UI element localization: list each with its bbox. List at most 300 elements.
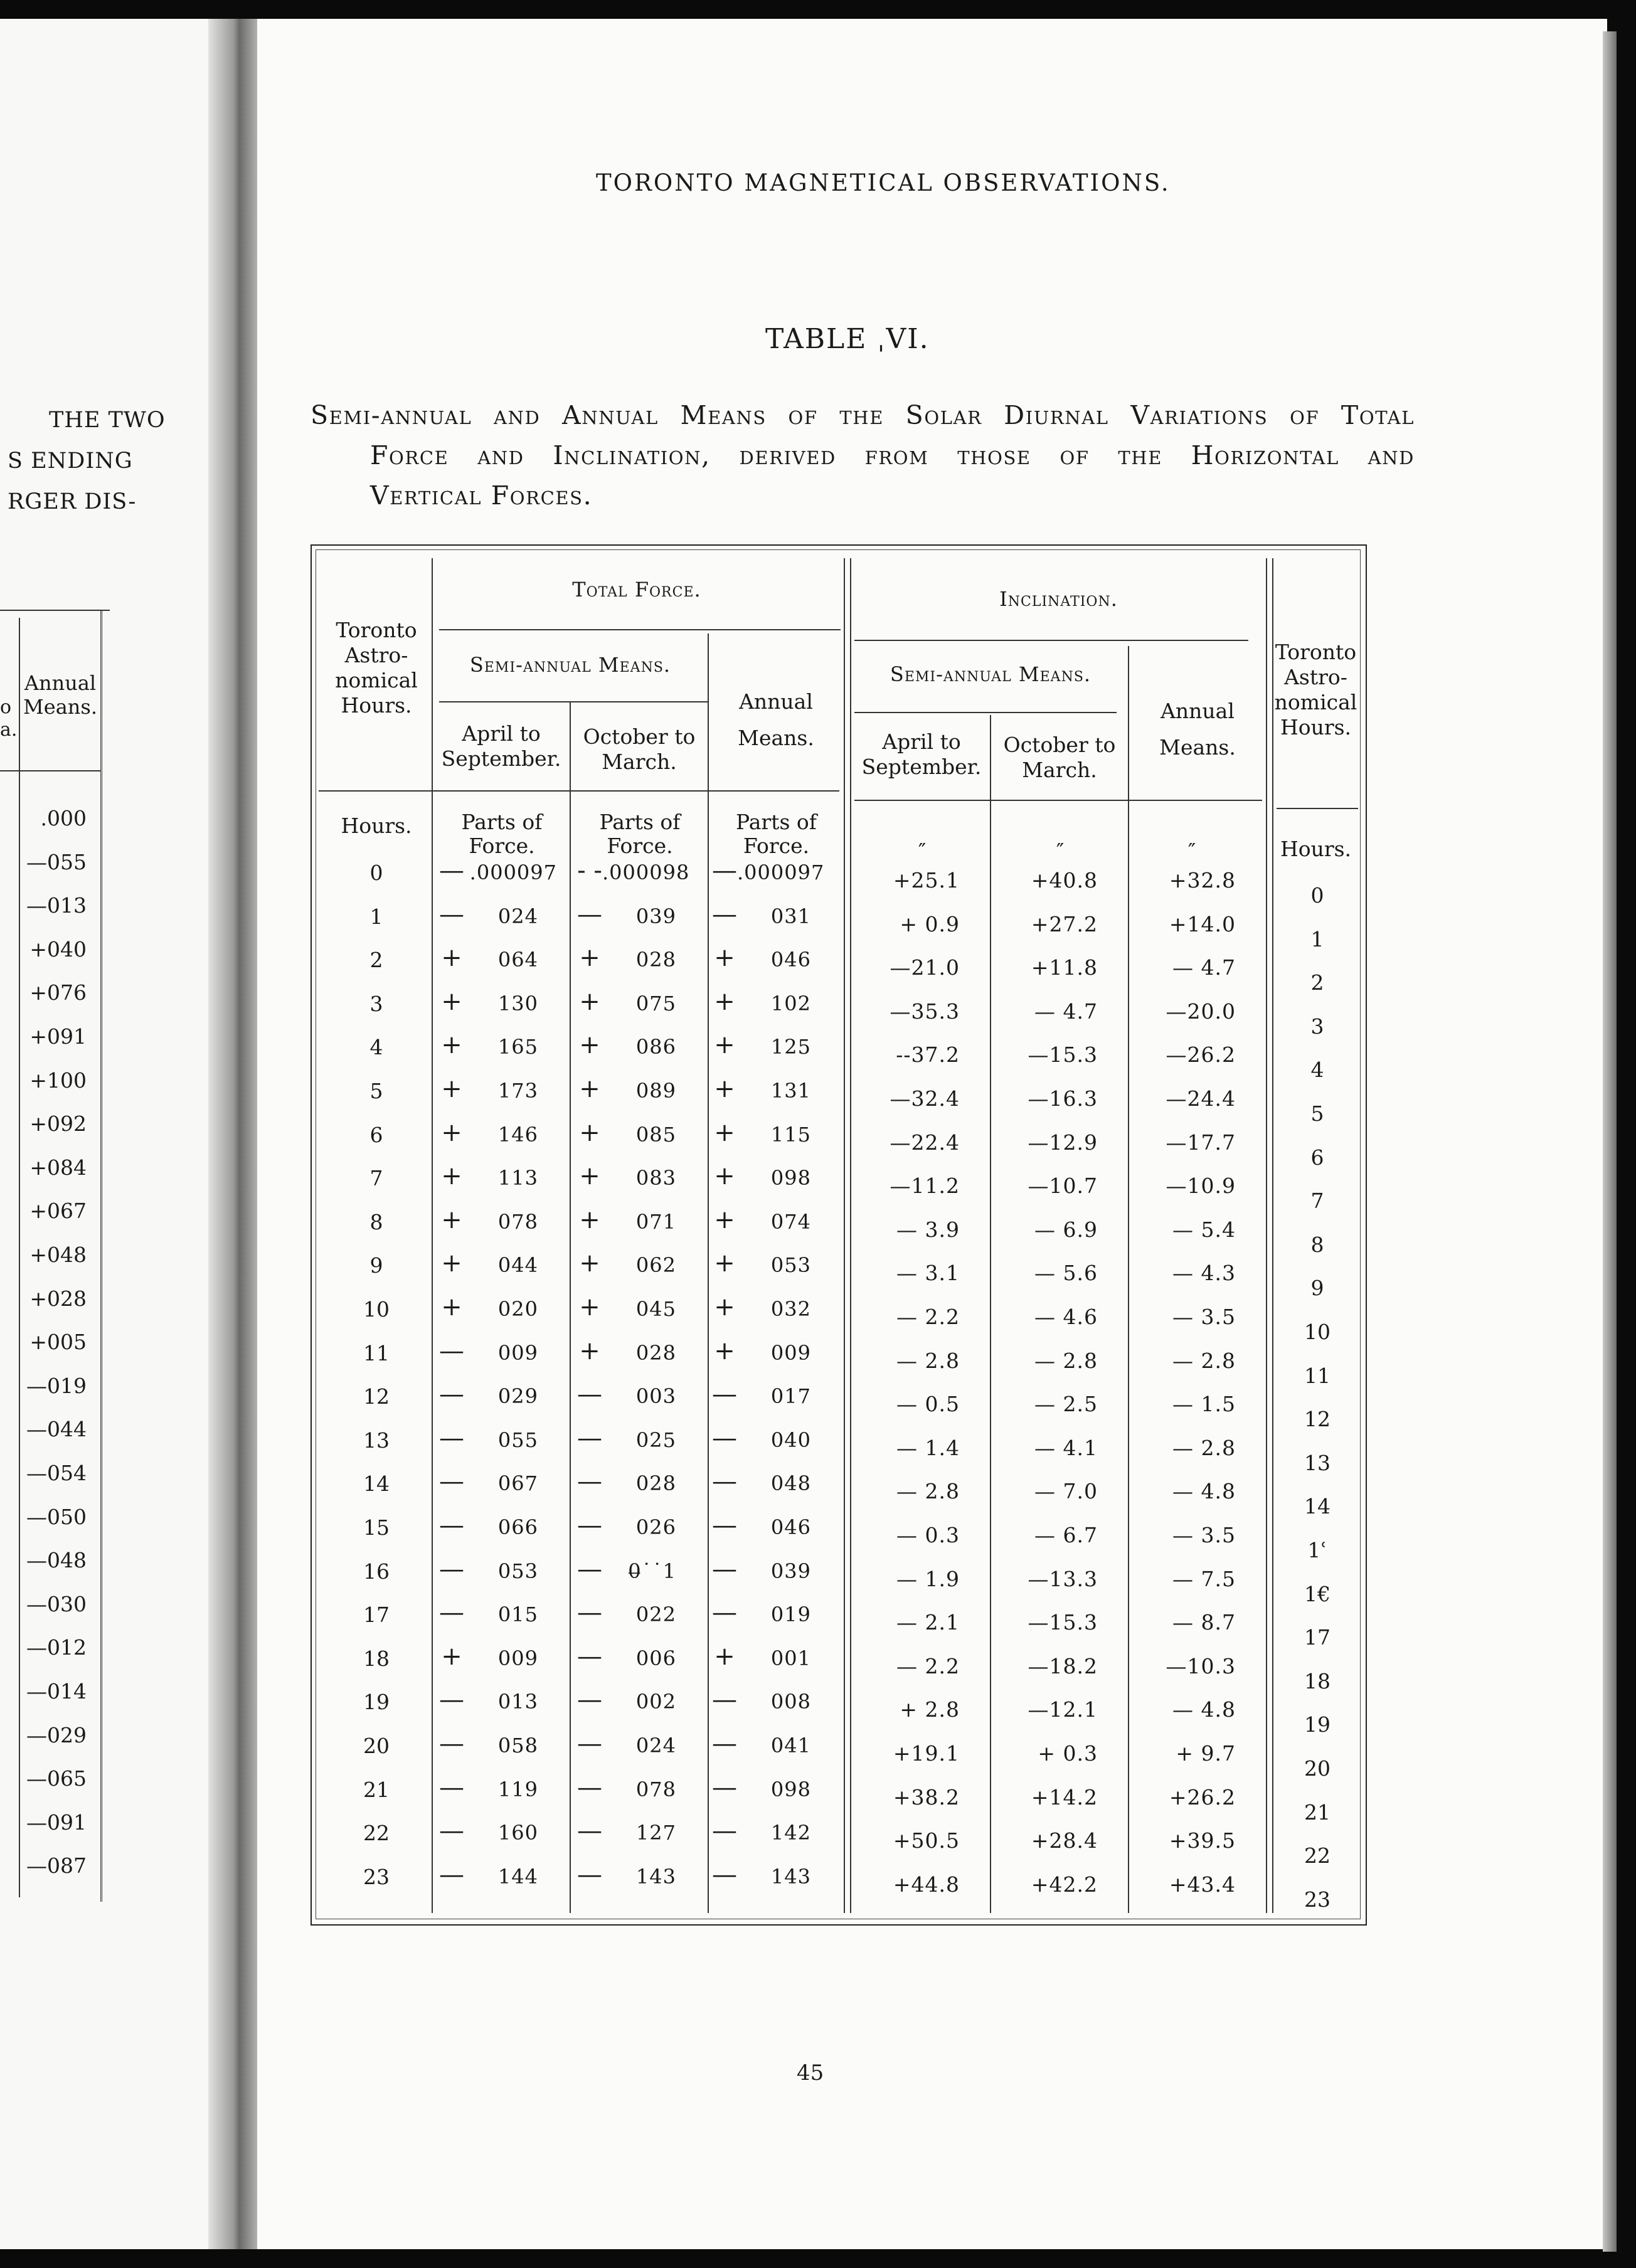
inc-april-value: +50.5: [893, 1828, 960, 1853]
left-table-value: +092: [29, 1111, 87, 1137]
tf-april-sign: —: [439, 1423, 464, 1453]
inc-april-value: — 0.3: [896, 1523, 960, 1547]
inc-april-value: — 1.9: [896, 1566, 960, 1591]
tf-annual-value: 009: [770, 1340, 811, 1365]
left-table-value: +040: [29, 936, 87, 962]
header-inc-october: October to March.: [1003, 733, 1116, 782]
tf-april-value: 009: [497, 1646, 538, 1670]
hour-cell-right: 0: [1310, 883, 1324, 908]
inc-annual-value: — 1.5: [1172, 1392, 1236, 1417]
tf-annual-value: 143: [770, 1864, 811, 1889]
tf-april-sign: +: [441, 1641, 462, 1671]
tf-april-sign: +: [441, 1031, 462, 1060]
hour-cell: 10: [363, 1297, 390, 1322]
hour-cell: 20: [363, 1734, 390, 1758]
header-hours-right-line-2: Astro-: [1284, 665, 1347, 689]
hour-cell-right: 19: [1304, 1712, 1331, 1737]
tf-october-value: 083: [635, 1166, 676, 1190]
tf-october-value: 002: [635, 1690, 676, 1714]
tf-october-sign: +: [579, 1074, 600, 1103]
tf-annual-value: 039: [770, 1559, 811, 1583]
table-caption: [311, 395, 1415, 516]
unit-inc-october: ″: [1056, 839, 1065, 863]
tf-annual-sign: +: [714, 987, 735, 1016]
tf-april-sign: —: [439, 1380, 464, 1409]
rule-under-total-force: [439, 629, 841, 630]
tf-october-value: 0̶˙˙1: [628, 1559, 676, 1583]
hour-cell-right: 10: [1304, 1320, 1331, 1344]
tf-april-value: .000097: [469, 861, 557, 884]
tf-annual-value: 048: [770, 1471, 811, 1496]
left-table-value: +048: [29, 1243, 87, 1267]
unit-tf-april: Parts of Force.: [461, 810, 543, 858]
left-table-value: +084: [29, 1155, 87, 1180]
tf-annual-sign: —: [712, 1773, 737, 1802]
tf-annual-value: 031: [770, 904, 811, 928]
header-hours-left-line-2: Astro-: [344, 643, 408, 667]
tf-annual-sign: +: [714, 1641, 735, 1671]
header-tf-october: October to March.: [583, 724, 696, 774]
hour-cell: 18: [363, 1646, 390, 1671]
left-table-value: +076: [29, 980, 87, 1005]
inc-october-value: —13.3: [1028, 1566, 1098, 1591]
tf-october-value: 045: [635, 1297, 676, 1321]
tf-april-sign: +: [441, 1249, 462, 1278]
tf-october-value: 078: [635, 1777, 676, 1801]
tf-april-value: 119: [497, 1777, 538, 1801]
tf-annual-value: 125: [770, 1035, 811, 1059]
inc-april-value: —32.4: [890, 1086, 960, 1111]
inc-annual-value: — 8.7: [1172, 1610, 1236, 1635]
tf-annual-sign: —: [712, 1423, 737, 1453]
inc-april-value: —22.4: [890, 1130, 960, 1155]
left-header-line-2: Means.: [23, 695, 97, 719]
tf-annual-sign: +: [714, 943, 735, 973]
tf-october-sign: —: [577, 1467, 602, 1497]
hour-cell-right: 1€: [1304, 1581, 1331, 1606]
tf-october-value: 028: [635, 1471, 676, 1496]
tf-annual-sign: —: [712, 1554, 737, 1584]
hour-cell: 21: [363, 1777, 390, 1802]
tf-annual-sign: —: [712, 1816, 737, 1846]
tf-october-value: 022: [635, 1603, 676, 1627]
tf-october-value: 127: [635, 1821, 676, 1845]
rule-inc-april: [990, 715, 991, 1913]
tf-annual-sign: +: [714, 1031, 735, 1060]
tf-october-sign: +: [579, 987, 600, 1016]
rule-under-inc-semi: [854, 712, 1117, 713]
book-gutter: [208, 19, 265, 2249]
tf-october-value: 003: [635, 1384, 676, 1409]
tf-october-sign: +: [579, 1031, 600, 1060]
tf-annual-value: 046: [770, 1515, 811, 1539]
tf-annual-sign: —: [712, 1598, 737, 1628]
inc-annual-value: — 4.7: [1172, 955, 1236, 980]
inc-april-value: + 0.9: [900, 911, 960, 936]
inc-april-value: — 2.2: [896, 1305, 960, 1329]
rule-right-hours-header-bottom: [1277, 808, 1358, 809]
hour-cell-right: 18: [1304, 1668, 1331, 1693]
hour-cell: 11: [363, 1340, 390, 1365]
inc-october-value: —12.9: [1028, 1130, 1098, 1155]
inc-annual-value: — 7.5: [1172, 1566, 1236, 1591]
unit-tf-annual: Parts of Force.: [736, 810, 817, 858]
tf-annual-sign: —: [712, 1860, 737, 1889]
inc-october-value: +27.2: [1031, 911, 1098, 936]
hour-cell: 3: [369, 991, 383, 1016]
tf-annual-value: 017: [770, 1384, 811, 1409]
left-text-line-3: RGER DIS-: [8, 489, 137, 514]
caption-line-1: Semi-annual and Annual Means of the Solar Diurnal Variations of Total: [311, 400, 1415, 430]
tf-october-sign: —: [577, 899, 602, 929]
left-text-line-1: THE TWO: [49, 408, 166, 433]
rule-inc-header-bottom: [854, 800, 1262, 801]
rule-double-between-groups: [844, 558, 851, 1913]
header-hours-right: [1273, 640, 1358, 740]
header-hours-left: [323, 618, 430, 718]
tf-october-value: 024: [635, 1734, 676, 1757]
hour-cell: 6: [369, 1122, 383, 1147]
inc-april-value: + 2.8: [900, 1697, 960, 1722]
tf-april-sign: —: [439, 1816, 464, 1846]
hour-cell-right: 4: [1310, 1057, 1324, 1083]
hour-cell: 4: [369, 1035, 383, 1060]
inc-october-value: — 4.1: [1034, 1435, 1098, 1460]
inc-april-value: --37.2: [896, 1042, 960, 1068]
tf-april-value: 113: [497, 1166, 538, 1190]
header-hours-right-line-1: Toronto: [1275, 640, 1357, 664]
inc-annual-value: +26.2: [1169, 1784, 1236, 1810]
tf-october-value: 075: [635, 991, 676, 1015]
left-text-line-2: S ENDING: [8, 448, 133, 474]
inc-annual-value: — 2.8: [1172, 1435, 1236, 1460]
tf-october-sign: —: [577, 1511, 602, 1540]
tf-october-value: 025: [635, 1428, 676, 1452]
tf-april-sign: —: [439, 1467, 464, 1497]
hour-cell: 19: [363, 1690, 390, 1715]
tf-april-value: 015: [497, 1603, 538, 1627]
tf-annual-sign: +: [714, 1205, 735, 1234]
tf-october-sign: —: [577, 1729, 602, 1758]
inc-october-value: —10.7: [1028, 1174, 1098, 1199]
tf-october-sign: +: [579, 1293, 600, 1322]
tf-october-sign: - -: [577, 856, 602, 885]
hour-cell-right: 11: [1304, 1363, 1331, 1388]
tf-annual-sign: —: [712, 1729, 737, 1758]
tf-october-sign: —: [577, 1554, 602, 1584]
inc-october-value: — 6.7: [1034, 1523, 1098, 1547]
inc-october-value: —15.3: [1028, 1610, 1098, 1635]
left-table-value: +100: [29, 1068, 87, 1093]
tf-october-sign: —: [577, 1773, 602, 1802]
tf-april-value: 064: [497, 948, 538, 972]
tf-april-value: 067: [497, 1471, 538, 1496]
tf-annual-value: .000097: [737, 861, 825, 884]
header-inc-annual: Annual Means.: [1159, 699, 1236, 760]
left-table-value: —087: [26, 1853, 87, 1879]
inc-annual-value: + 9.7: [1176, 1741, 1236, 1766]
unit-hours-right: Hours.: [1280, 837, 1352, 861]
unit-inc-april: ″: [918, 839, 927, 863]
left-table-value: —044: [26, 1417, 87, 1442]
hour-cell-right: 8: [1310, 1232, 1324, 1257]
tf-annual-value: 102: [770, 991, 811, 1015]
left-table-value: +005: [29, 1330, 87, 1355]
inc-april-value: — 2.8: [896, 1348, 960, 1373]
inc-april-value: —21.0: [890, 955, 960, 980]
inc-october-value: —16.3: [1028, 1086, 1098, 1111]
tf-april-sign: +: [441, 1293, 462, 1322]
hour-cell-right: 2: [1310, 970, 1324, 995]
tf-annual-sign: —: [712, 1467, 737, 1497]
left-table-value: —065: [26, 1766, 87, 1791]
tf-april-sign: —: [439, 1598, 464, 1628]
inc-october-value: +11.8: [1031, 955, 1098, 980]
tf-april-value: 013: [497, 1690, 538, 1714]
hour-cell-right: 17: [1304, 1625, 1331, 1650]
tf-april-value: 053: [497, 1559, 538, 1583]
tf-annual-sign: —: [712, 1380, 737, 1409]
hour-cell: 22: [363, 1821, 390, 1846]
tf-october-value: 062: [635, 1253, 676, 1278]
left-table-value: —050: [26, 1504, 87, 1529]
tf-april-sign: —: [439, 1336, 464, 1365]
hour-cell-right: 21: [1304, 1799, 1331, 1825]
tf-april-sign: —: [439, 899, 464, 929]
tf-april-value: 160: [497, 1821, 538, 1845]
tf-annual-value: 040: [770, 1428, 811, 1452]
tf-april-value: 055: [497, 1428, 538, 1452]
inc-april-value: — 3.9: [896, 1217, 960, 1242]
tf-annual-sign: +: [714, 1118, 735, 1147]
left-table-value: —055: [26, 849, 87, 874]
caption-line-3: Vertical Forces.: [370, 480, 593, 511]
inc-october-value: — 6.9: [1034, 1217, 1098, 1242]
tf-april-value: 146: [497, 1122, 538, 1147]
tf-april-value: 144: [497, 1864, 538, 1889]
tf-october-sign: —: [577, 1641, 602, 1671]
hour-cell-right: 9: [1310, 1276, 1324, 1301]
tf-april-sign: —: [439, 1685, 464, 1715]
inc-april-value: +38.2: [893, 1784, 960, 1810]
header-inc-semi-annual: Semi-annual Means.: [890, 662, 1092, 686]
tf-annual-value: 098: [770, 1777, 811, 1801]
inc-annual-value: — 4.8: [1172, 1479, 1236, 1504]
inc-annual-value: +43.4: [1169, 1872, 1236, 1897]
tf-annual-value: 041: [770, 1734, 811, 1757]
left-table-header: [20, 671, 100, 719]
tf-october-sign: —: [577, 1598, 602, 1628]
tf-april-sign: —: [439, 1511, 464, 1540]
left-table-value: —091: [26, 1810, 87, 1835]
inc-october-value: +40.8: [1031, 868, 1098, 893]
rule-under-tf-semi: [439, 701, 708, 702]
tf-annual-sign: +: [714, 1336, 735, 1365]
tf-annual-sign: +: [714, 1293, 735, 1322]
tf-april-sign: —: [439, 1860, 464, 1889]
inc-april-value: +25.1: [893, 868, 960, 893]
tf-april-value: 058: [497, 1734, 538, 1757]
left-table-value: —013: [26, 893, 87, 918]
tf-october-value: 085: [635, 1122, 676, 1147]
hour-cell-right: 1ʿ: [1307, 1538, 1327, 1562]
unit-inc-annual: ″: [1187, 839, 1196, 863]
tf-april-value: 078: [497, 1209, 538, 1234]
inc-october-value: +28.4: [1031, 1828, 1098, 1853]
left-table-value: —019: [26, 1373, 87, 1398]
tf-october-sign: —: [577, 1860, 602, 1889]
inc-october-value: — 7.0: [1034, 1479, 1098, 1504]
rule-double-before-hours: [1266, 558, 1273, 1913]
header-total-force: Total Force.: [572, 578, 701, 601]
tf-april-value: 173: [497, 1079, 538, 1103]
inc-annual-value: —24.4: [1166, 1086, 1236, 1111]
tf-annual-sign: +: [714, 1162, 735, 1191]
tf-annual-value: 046: [770, 948, 811, 972]
inc-october-value: — 4.7: [1034, 999, 1098, 1024]
tf-annual-value: 131: [770, 1079, 811, 1103]
header-hours-right-line-4: Hours.: [1280, 715, 1352, 739]
tf-annual-value: 032: [770, 1297, 811, 1321]
tf-annual-value: 074: [770, 1209, 811, 1234]
hour-cell-right: 13: [1304, 1450, 1331, 1475]
tf-april-value: 024: [497, 904, 538, 928]
left-table-value: —029: [26, 1722, 87, 1747]
inc-annual-value: —26.2: [1166, 1042, 1236, 1068]
inc-annual-value: — 3.5: [1172, 1305, 1236, 1329]
tf-april-value: 009: [497, 1340, 538, 1365]
tf-october-value: 028: [635, 1340, 676, 1365]
hour-cell-right: 22: [1304, 1843, 1331, 1868]
tf-october-sign: +: [579, 1205, 600, 1234]
inc-april-value: —35.3: [890, 999, 960, 1024]
left-table-value: —054: [26, 1461, 87, 1485]
tf-october-sign: —: [577, 1380, 602, 1409]
hour-cell: 17: [363, 1603, 390, 1628]
header-hours-left-line-4: Hours.: [341, 693, 412, 718]
header-hours-left-line-3: nomical: [335, 668, 418, 692]
tf-october-sign: +: [579, 1162, 600, 1191]
inc-annual-value: +32.8: [1169, 868, 1236, 893]
tf-annual-value: 142: [770, 1821, 811, 1845]
tf-october-sign: +: [579, 1118, 600, 1147]
inc-october-value: — 5.6: [1034, 1261, 1098, 1286]
inc-april-value: +44.8: [893, 1872, 960, 1897]
tf-october-sign: +: [579, 1249, 600, 1278]
hour-cell: 14: [363, 1471, 390, 1497]
tf-april-sign: —: [439, 1554, 464, 1584]
tf-annual-sign: —: [712, 899, 737, 929]
left-table-value: +028: [29, 1286, 87, 1311]
left-table-value: —048: [26, 1548, 87, 1573]
inc-october-value: +14.2: [1031, 1784, 1098, 1810]
tf-april-value: 165: [497, 1035, 538, 1059]
tf-october-value: 039: [635, 904, 676, 928]
running-head: TORONTO MAGNETICAL OBSERVATIONS.: [596, 169, 1171, 196]
inc-october-value: — 2.5: [1034, 1392, 1098, 1417]
inc-october-value: —18.2: [1028, 1653, 1098, 1678]
hour-cell-right: 23: [1304, 1887, 1331, 1912]
inc-april-value: — 3.1: [896, 1261, 960, 1286]
inc-annual-value: —20.0: [1166, 999, 1236, 1024]
table-title: TABLE ˌVI.: [765, 323, 930, 355]
unit-tf-october: Parts of Force.: [599, 810, 681, 858]
tf-annual-sign: —: [712, 856, 737, 885]
unit-hours-left: Hours.: [341, 813, 412, 838]
tf-october-value: 089: [635, 1079, 676, 1103]
inc-april-value: —11.2: [890, 1174, 960, 1199]
tf-april-sign: +: [441, 943, 462, 973]
tf-october-value: 026: [635, 1515, 676, 1539]
header-tf-annual: Annual Means.: [738, 689, 814, 750]
hour-cell-right: 5: [1310, 1101, 1324, 1126]
left-table-value: —012: [26, 1635, 87, 1660]
header-inc-april: April to September.: [861, 729, 982, 779]
hour-cell: 7: [369, 1166, 383, 1191]
hour-cell: 5: [369, 1079, 383, 1103]
inc-april-value: — 2.8: [896, 1479, 960, 1504]
hour-cell-right: 6: [1310, 1145, 1324, 1170]
left-table-value: +067: [29, 1199, 87, 1224]
hour-cell: 0: [369, 861, 383, 885]
tf-annual-value: 019: [770, 1603, 811, 1627]
tf-annual-value: 053: [770, 1253, 811, 1278]
tf-october-value: 143: [635, 1864, 676, 1889]
tf-april-sign: +: [441, 1205, 462, 1234]
hour-cell-right: 1: [1310, 926, 1324, 951]
tf-october-sign: +: [579, 1336, 600, 1365]
inc-april-value: — 2.2: [896, 1653, 960, 1678]
header-tf-april: April to September.: [441, 721, 561, 771]
page-number: 45: [797, 2060, 824, 2085]
tf-october-value: 086: [635, 1035, 676, 1059]
rule-tf-april: [570, 702, 571, 1913]
tf-october-sign: +: [579, 943, 600, 973]
tf-annual-sign: —: [712, 1685, 737, 1715]
left-header-fragment-2: a.: [0, 719, 18, 741]
tf-april-sign: +: [441, 987, 462, 1016]
tf-october-value: 071: [635, 1209, 676, 1234]
inc-october-value: +42.2: [1031, 1872, 1098, 1897]
left-header-line-1: Annual: [24, 671, 97, 695]
tf-annual-sign: +: [714, 1074, 735, 1103]
caption-line-2: Force and Inclination, derived from those of the Horizontal and: [370, 440, 1415, 470]
inc-annual-value: —10.3: [1166, 1653, 1236, 1678]
hour-cell: 23: [363, 1864, 390, 1889]
header-hours-right-line-3: nomical: [1274, 690, 1357, 714]
header-hours-left-line-1: Toronto: [336, 618, 417, 642]
inc-annual-value: — 3.5: [1172, 1523, 1236, 1547]
rule-inc-october: [1128, 646, 1129, 1913]
inc-annual-value: —17.7: [1166, 1130, 1236, 1155]
tf-april-value: 029: [497, 1384, 538, 1409]
inc-annual-value: +39.5: [1169, 1828, 1236, 1853]
rule-tf-header-bottom: [319, 790, 839, 792]
header-inclination: Inclination.: [999, 587, 1118, 611]
hour-cell-right: 12: [1304, 1407, 1331, 1432]
left-table-value: +091: [29, 1024, 87, 1049]
header-tf-semi-annual: Semi-annual Means.: [469, 653, 671, 677]
tf-october-value: 006: [635, 1646, 676, 1670]
inc-april-value: — 2.1: [896, 1610, 960, 1635]
tf-april-sign: —: [439, 1773, 464, 1802]
left-table-value: .000: [40, 806, 87, 830]
tf-annual-value: 008: [770, 1690, 811, 1714]
tf-annual-sign: +: [714, 1249, 735, 1278]
tf-april-value: 130: [497, 991, 538, 1015]
inc-annual-value: — 5.4: [1172, 1217, 1236, 1242]
inc-april-value: — 1.4: [896, 1435, 960, 1460]
